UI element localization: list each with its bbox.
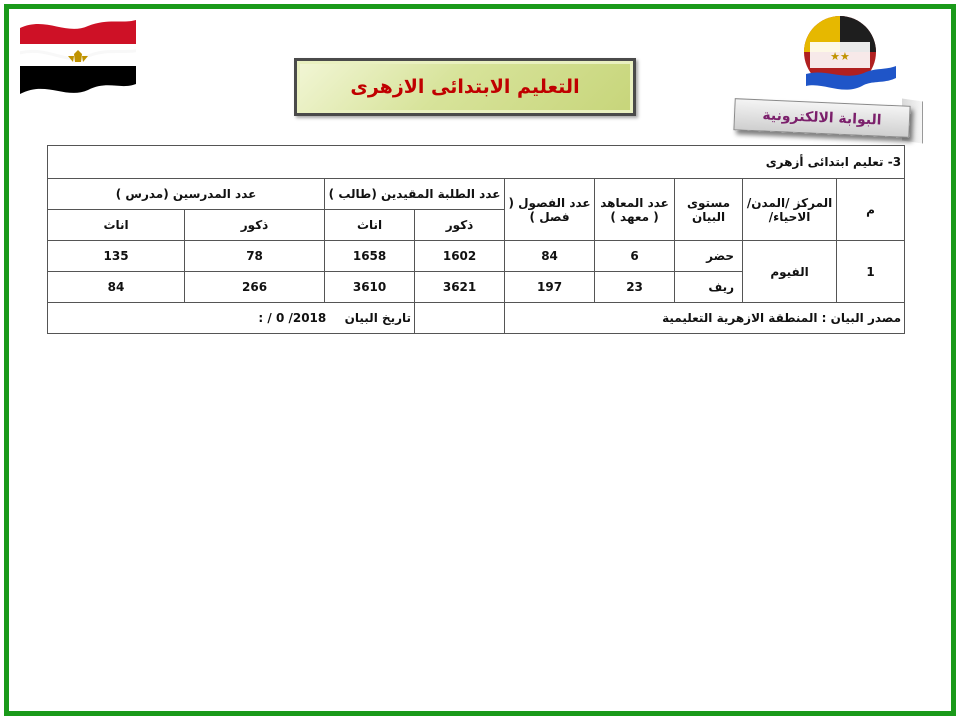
cell-teachers-females: 135: [48, 241, 185, 272]
header-institutes: عدد المعاهد ( معهد ): [595, 179, 675, 241]
cell-institutes: 23: [595, 272, 675, 303]
cell-students-females: 1658: [325, 241, 415, 272]
cell-classes: 84: [505, 241, 595, 272]
cell-level: حضر: [675, 241, 743, 272]
header-center: المركز /المدن/الاحياء/: [743, 179, 837, 241]
header-students-males: ذكور: [415, 210, 505, 241]
page-title: التعليم الابتدائى الازهرى: [350, 76, 580, 98]
e-portal-label: البوابة الالكترونية: [762, 107, 882, 129]
section-title: 3- تعليم ابتدائى أزهرى: [48, 146, 905, 179]
cell-teachers-males: 266: [185, 272, 325, 303]
footer-empty-cell: [415, 303, 505, 334]
header-teachers-females: اناث: [48, 210, 185, 241]
header-teachers: عدد المدرسين (مدرس ): [48, 179, 325, 210]
egypt-flag-icon: [16, 14, 140, 100]
table-row: [48, 241, 905, 272]
cell-num: 1: [837, 241, 905, 303]
header-level: مستوى البيان: [675, 179, 743, 241]
cell-students-females: 3610: [325, 272, 415, 303]
cell-teachers-females: 84: [48, 272, 185, 303]
header-students: عدد الطلبة المقيدين (طالب ): [325, 179, 505, 210]
cell-students-males: 1602: [415, 241, 505, 272]
data-date-value: : / 0 /2018: [258, 311, 327, 325]
primary-education-table: [47, 145, 905, 334]
governorate-logo-icon: [796, 12, 898, 98]
data-date: [48, 303, 415, 334]
data-source: مصدر البيان : المنطقة الازهرية التعليمية: [505, 303, 905, 334]
cell-teachers-males: 78: [185, 241, 325, 272]
data-date-label: تاريخ البيان: [344, 311, 412, 325]
header-num: م: [837, 179, 905, 241]
cell-level: ريف: [675, 272, 743, 303]
cell-center: الفيوم: [743, 241, 837, 303]
page-title-box: [294, 58, 636, 116]
cell-classes: 197: [505, 272, 595, 303]
header-teachers-males: ذكور: [185, 210, 325, 241]
header-students-females: اناث: [325, 210, 415, 241]
cell-institutes: 6: [595, 241, 675, 272]
header-classes: عدد الفصول ( فصل ): [505, 179, 595, 241]
cell-students-males: 3621: [415, 272, 505, 303]
svg-text:★★: ★★: [830, 50, 850, 63]
